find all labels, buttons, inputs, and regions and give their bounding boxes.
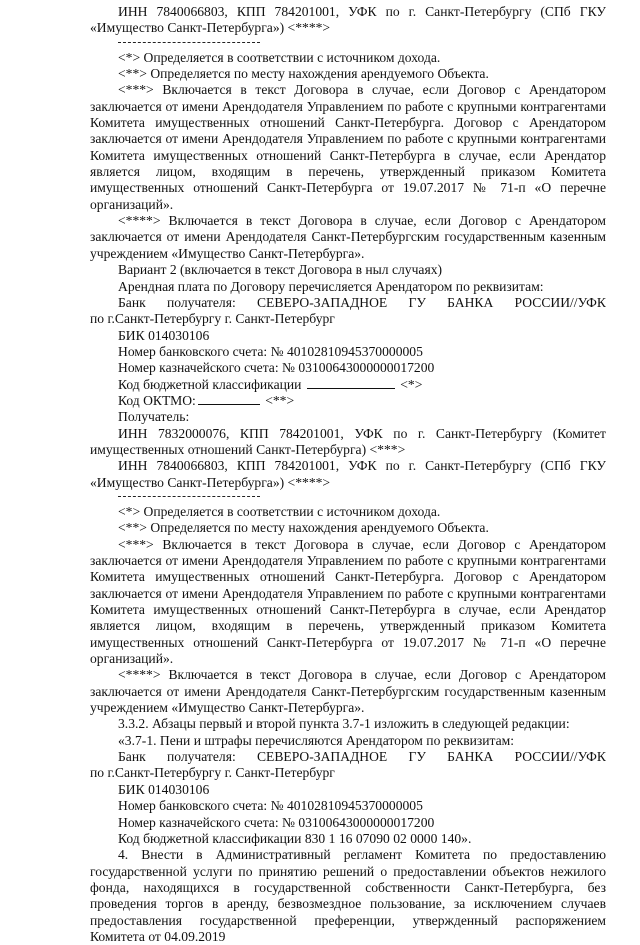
footnote-separator — [118, 42, 260, 43]
recipient-label: Получатель: — [118, 409, 190, 425]
clause-bank-line2: по г.Санкт-Петербургу г. Санкт-Петербург — [90, 765, 335, 781]
inn-spb-line2: «Имущество Санкт-Петербурга») <****> — [90, 20, 331, 36]
inn-spb-2-line2: «Имущество Санкт-Петербурга») <****> — [90, 474, 331, 490]
footnote-separator-2 — [118, 496, 260, 497]
clause-bank-line1: Банк получателя: СЕВЕРО-ЗАПАДНОЕ ГУ БАНКА РОССИИ//УФК — [118, 749, 606, 765]
oktmo-blank — [198, 393, 260, 405]
bank-line1: Банк получателя: СЕВЕРО-ЗАПАДНОЕ ГУ БАНКА РОССИИ//УФК — [118, 294, 606, 310]
bank-account: Номер банковского счета: № 40102810945370000005 — [118, 343, 423, 359]
bank-line2: по г.Санкт-Петербургу г. Санкт-Петербург — [90, 311, 335, 327]
footnote-4: <****> Включается в текст Договора в случае, если Договор с Арендатором заключается от имени Арендодателя Санкт-Петербургским государственным казенным учреждением «Имущество Санкт-Петербурга». — [90, 213, 606, 261]
kbk-mark: <*> — [400, 376, 423, 392]
rent-intro: Арендная плата по Договору перечисляется Арендатором по реквизитам: — [118, 278, 544, 294]
clause-3-3-2: 3.3.2. Абзацы первый и второй пункта 3.7-1 изложить в следующей редакции: — [118, 716, 570, 732]
inn-kio-line1: ИНН 7832000076, КПП 784201001, УФК по г. Санкт-Петербургу (Комитет — [118, 425, 606, 441]
footnote-2-4: <****> Включается в текст Договора в случае, если Договор с Арендатором заключается от имени Арендодателя Санкт-Петербургским государственным казенным учреждением «Имущество Санкт-Петербурга». — [90, 667, 606, 716]
footnote-2-3: <***> Включается в текст Договора в случае, если Договор с Арендатором заключается от имени Арендодателя Управлением по работе с крупными контрагентами Комитета имущественных отношений Санкт-Петербурга. Договор с Арендатором заключается от имени Арендодателя Управлением по работе с крупными контрагентами Комитета имущественных отношений Санкт-Петербурга в случае, если Арендатор является лицом, входящим в перечень, утвержденный приказом Комитета имущественных отношений Санкт-Петербурга от 19.07.2017 № 71-п «О перечне организаций». — [90, 536, 606, 667]
footnote-2-2: <**> Определяется по месту нахождения арендуемого Объекта. — [118, 520, 489, 536]
treasury-account: Номер казначейского счета: № 03100643000000017200 — [118, 360, 435, 376]
clause-3-7-1: «3.7-1. Пени и штрафы перечисляются Арендатором по реквизитам: — [118, 732, 515, 748]
clause-bank-account: Номер банковского счета: № 40102810945370000005 — [118, 798, 423, 814]
oktmo-mark: <**> — [265, 392, 295, 408]
clause-kbk: Код бюджетной классификации 830 1 16 07090 02 0000 140». — [118, 830, 472, 846]
kbk-line — [90, 377, 606, 393]
clause-treasury-account: Номер казначейского счета: № 03100643000000017200 — [118, 814, 435, 830]
item-4: 4. Внести в Административный регламент Комитета по предоставлению государственной услуги по принятию решений о предоставлении объектов нежилого фонда, находящихся в государственной собственности Санкт-Петербурга, без проведения торгов в аренду, безвозмездное пользование, за исключением случаев предоставления государственной преференции, утвержденный распоряжением Комитета от 04.09.2019 — [90, 847, 606, 944]
kbk-blank — [307, 377, 395, 389]
footnote-2-1: <*> Определяется в соответствии с источником дохода. — [118, 503, 441, 519]
footnote-2: <**> Определяется по месту нахождения арендуемого Объекта. — [118, 66, 489, 82]
inn-spb-line1: ИНН 7840066803, КПП 784201001, УФК по г. Санкт-Петербургу (СПб ГКУ — [118, 4, 606, 19]
footnote-1: <*> Определяется в соответствии с источником дохода. — [118, 49, 441, 65]
inn-spb-2-line1: ИНН 7840066803, КПП 784201001, УФК по г. Санкт-Петербургу (СПб ГКУ — [118, 458, 606, 474]
oktmo-label: Код ОКТМО: — [118, 392, 196, 408]
bik: БИК 014030106 — [118, 327, 210, 343]
oktmo-line — [90, 393, 606, 409]
clause-bik: БИК 014030106 — [118, 781, 210, 797]
kbk-label: Код бюджетной классификации — [118, 376, 302, 392]
footnote-3: <***> Включается в текст Договора в случае, если Договор с Арендатором заключается от имени Арендодателя Управлением по работе с крупными контрагентами Комитета имущественных отношений Санкт-Петербурга. Договор с Арендатором заключается от имени Арендодателя Управлением по работе с крупными контрагентами Комитета имущественных отношений Санкт-Петербурга в случае, если Арендатор является лицом, входящим в перечень, утвержденный приказом Комитета имущественных отношений Санкт-Петербурга от 19.07.2017 № 71-п «О перечне организаций». — [90, 82, 606, 212]
inn-kio-line2: имущественных отношений Санкт-Петербурга) <***> — [90, 441, 406, 457]
variant-2-heading: Вариант 2 (включается в текст Договора в ныл случаях) — [118, 262, 443, 278]
